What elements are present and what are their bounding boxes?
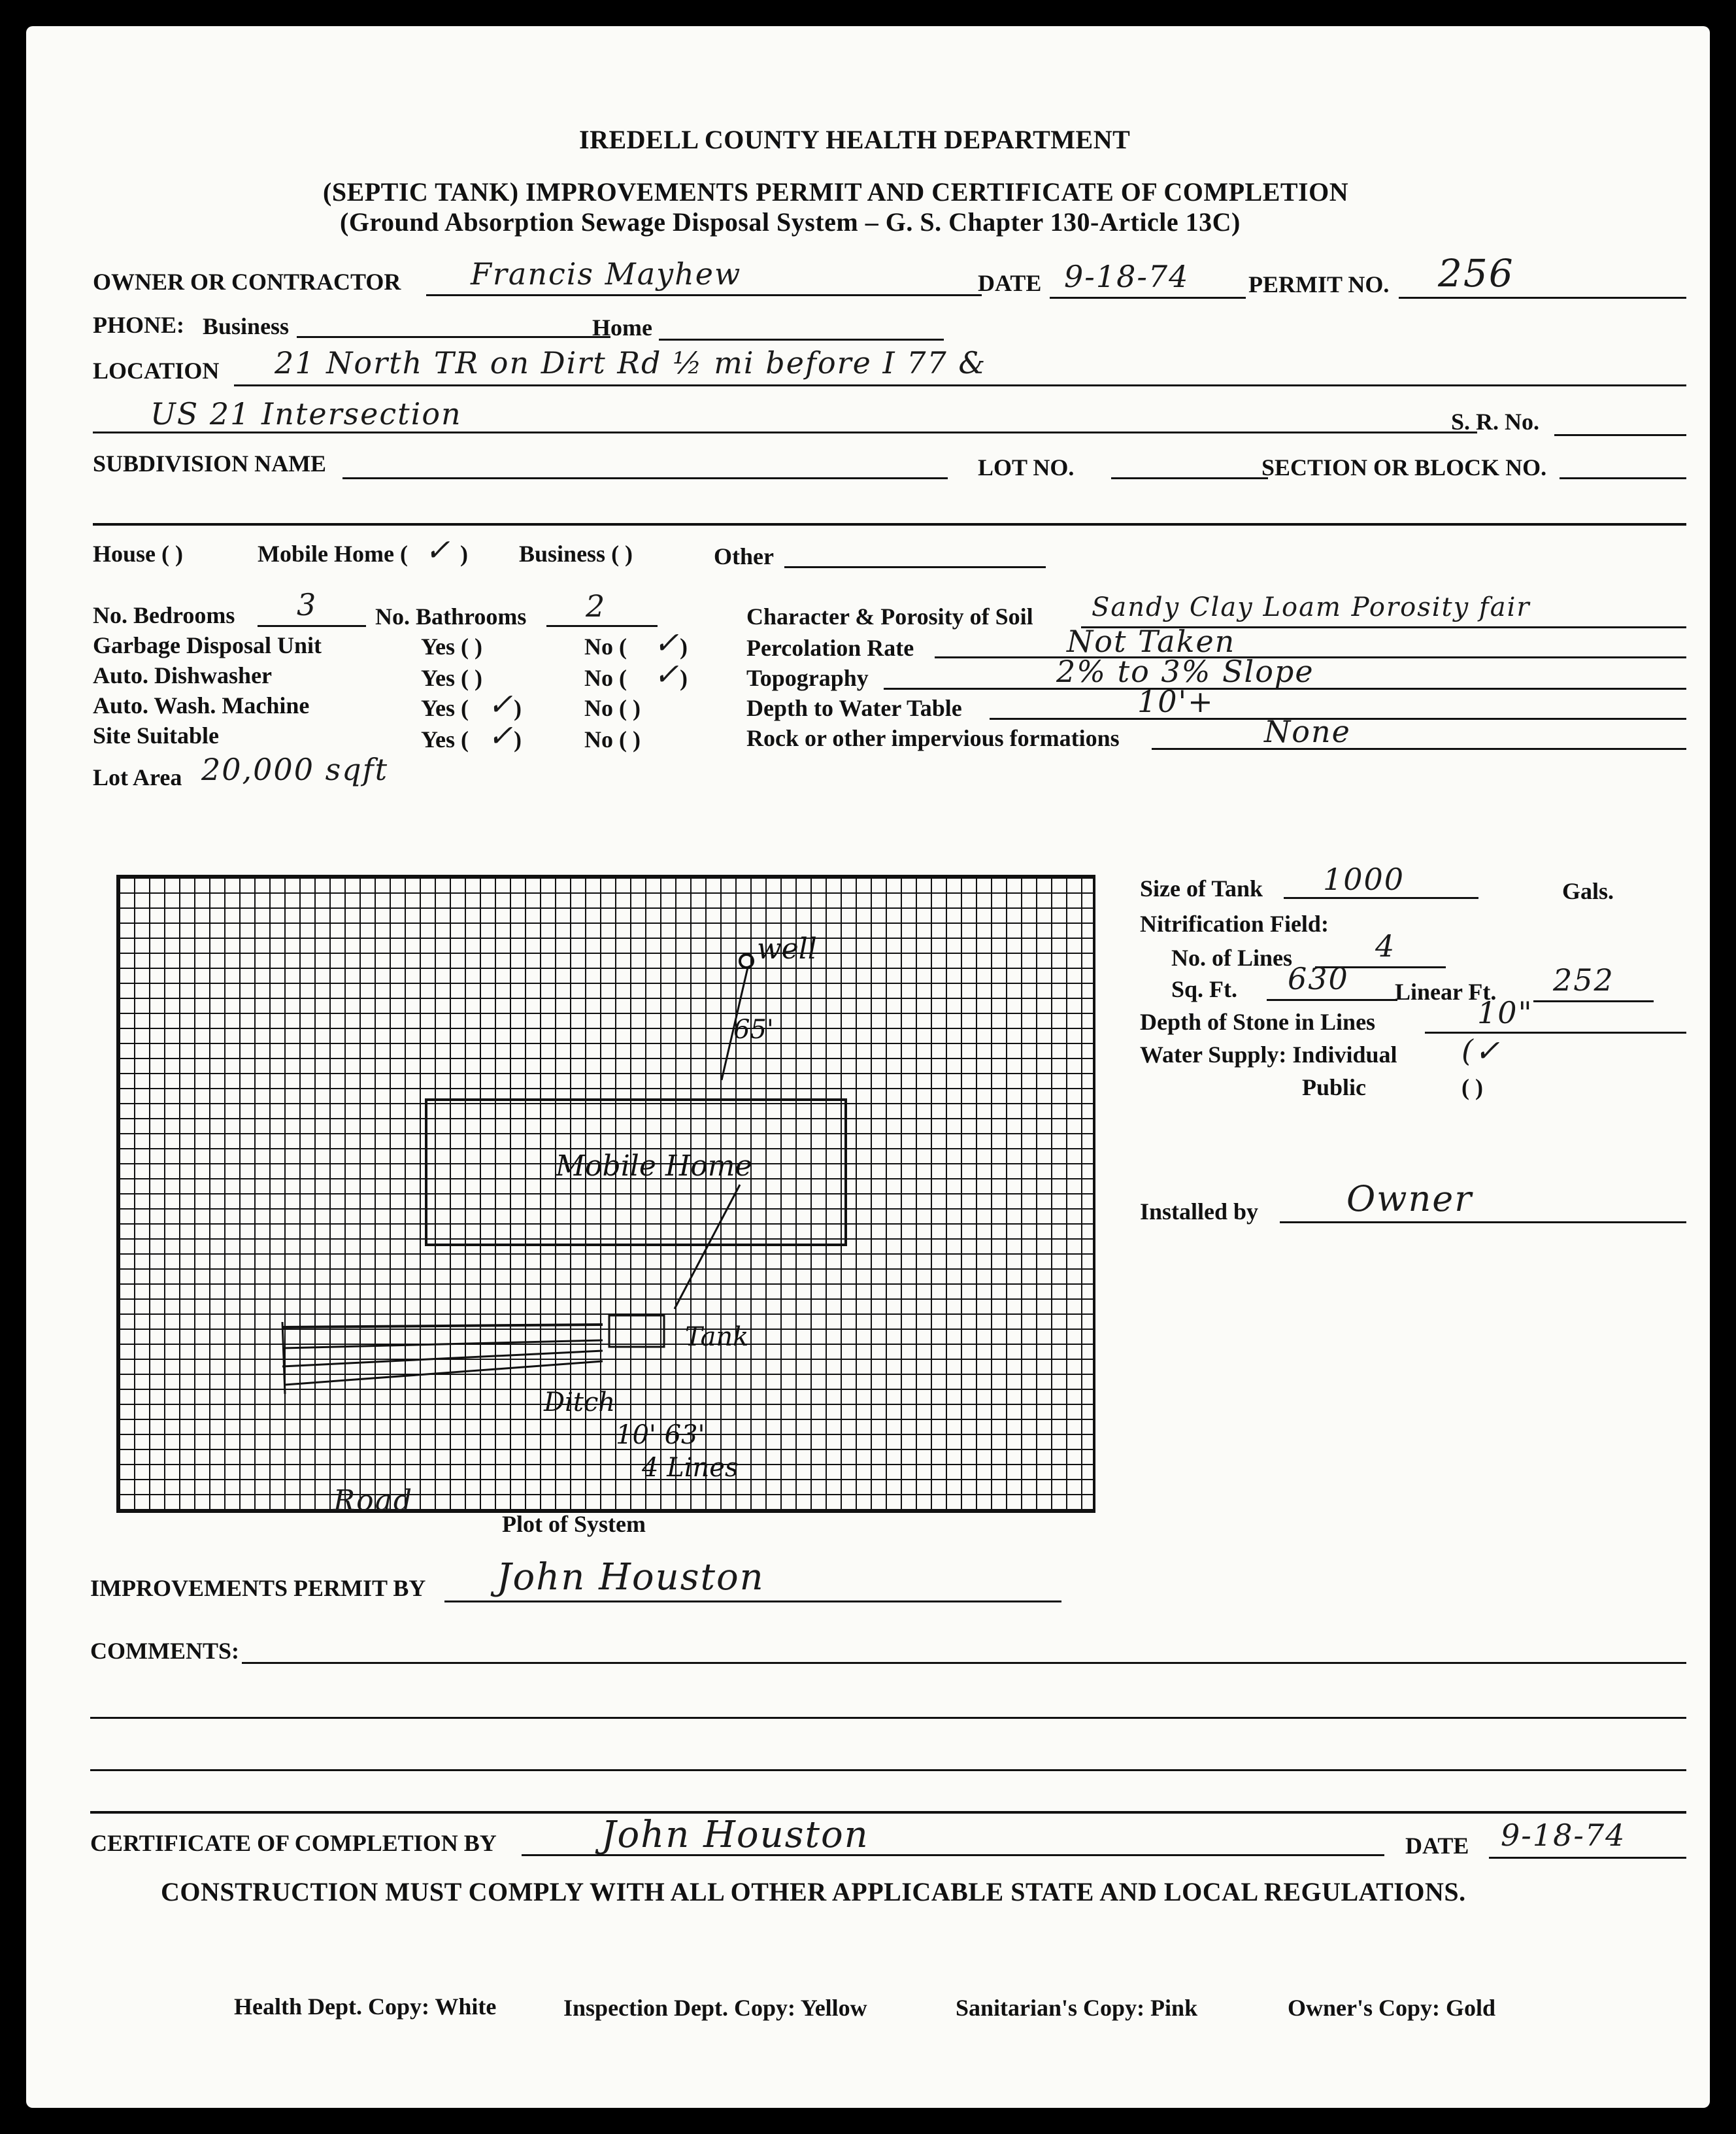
bedrooms-value: 3 — [297, 587, 318, 622]
certificate-signature: John Houston — [601, 1814, 869, 1856]
plot-note-lines-2: 4 Lines — [642, 1453, 739, 1483]
lot-label: LOT NO. — [978, 454, 1075, 481]
plot-note-lines-1: 10' 63' — [616, 1420, 705, 1450]
garbage-yes: Yes ( ) — [421, 634, 482, 660]
plot-caption: Plot of System — [502, 1511, 646, 1537]
lot-area-value: 20,000 sqft — [201, 752, 389, 787]
form-title: (SEPTIC TANK) IMPROVEMENTS PERMIT AND CERTIFICATE OF COMPLETION — [323, 177, 1349, 207]
phone-label: PHONE: — [93, 312, 184, 338]
subdivision-label: SUBDIVISION NAME — [93, 450, 327, 477]
date-value: 9-18-74 — [1064, 259, 1190, 294]
phone-business-label: Business — [203, 313, 290, 339]
permit-value: 256 — [1438, 251, 1514, 296]
comments-line-1 — [242, 1662, 1686, 1664]
site-suitable-no: No ( ) — [584, 726, 641, 753]
sqft-label: Sq. Ft. — [1171, 976, 1238, 1002]
linear-line — [1533, 1000, 1654, 1002]
bathrooms-label: No. Bathrooms — [375, 603, 527, 630]
tank-size-value: 1000 — [1323, 862, 1405, 897]
tank-gals-label: Gals. — [1562, 878, 1614, 904]
bathrooms-line — [546, 625, 658, 627]
owner-value: Francis Mayhew — [471, 256, 742, 292]
water-supply-label: Water Supply: Individual — [1140, 1042, 1397, 1068]
linear-value: 252 — [1553, 962, 1614, 998]
mobile-home-option: Mobile Home ( — [258, 541, 408, 567]
bathrooms-value: 2 — [586, 588, 607, 624]
location-value-1: 21 North TR on Dirt Rd ½ mi before I 77 & — [275, 345, 987, 381]
divider-rule-2 — [90, 1811, 1686, 1814]
comments-line-3 — [90, 1769, 1686, 1771]
rock-label: Rock or other impervious formations — [746, 725, 1120, 751]
dishwasher-no-check: ✓ — [654, 656, 680, 692]
water-table-label: Depth to Water Table — [746, 695, 962, 721]
garbage-no: No ( — [584, 634, 627, 660]
individual-check: (✓ — [1461, 1033, 1501, 1068]
stone-value: 10" — [1477, 995, 1533, 1030]
permit-by-signature: John Houston — [497, 1556, 765, 1599]
rock-value: None — [1264, 714, 1351, 749]
permit-label: PERMIT NO. — [1248, 271, 1390, 297]
garbage-no-close: ) — [680, 634, 688, 660]
bedrooms-label: No. Bedrooms — [93, 602, 235, 628]
nitrification-left-edge — [282, 1322, 285, 1394]
location-line-1 — [234, 384, 1686, 386]
public-label: Public — [1302, 1074, 1367, 1100]
tank-size-label: Size of Tank — [1140, 875, 1263, 902]
site-suitable-yes-check: ✓ — [488, 718, 514, 753]
tank-size-line — [1284, 897, 1478, 899]
lot-area-label: Lot Area — [93, 764, 182, 790]
wash-machine-yes: Yes ( — [421, 695, 469, 721]
plot-note-road: Road — [333, 1484, 414, 1517]
copy-sanitarian: Sanitarian's Copy: Pink — [956, 1995, 1198, 2021]
dishwasher-label: Auto. Dishwasher — [93, 662, 273, 688]
nitrification-line-2 — [284, 1340, 603, 1348]
plot-note-home: Mobile Home — [556, 1149, 752, 1183]
copy-owner: Owner's Copy: Gold — [1288, 1995, 1496, 2021]
location-value-2: US 21 Intersection — [150, 396, 462, 432]
bedrooms-line — [258, 625, 366, 627]
divider-rule-1 — [93, 523, 1686, 526]
plot-grid — [116, 875, 1095, 1513]
permit-by-label: IMPROVEMENTS PERMIT BY — [90, 1575, 426, 1601]
dishwasher-yes: Yes ( ) — [421, 665, 482, 691]
compliance-notice: CONSTRUCTION MUST COMPLY WITH ALL OTHER APPLICABLE STATE AND LOCAL REGULATIONS. — [161, 1877, 1466, 1906]
sr-label: S. R. No. — [1451, 409, 1540, 435]
wash-machine-label: Auto. Wash. Machine — [93, 692, 310, 719]
lot-line — [1111, 477, 1268, 479]
location-line-2 — [93, 432, 1477, 433]
soil-label: Character & Porosity of Soil — [746, 603, 1033, 630]
owner-label: OWNER OR CONTRACTOR — [93, 269, 401, 295]
nitrification-line-1 — [282, 1325, 603, 1327]
copy-health-dept: Health Dept. Copy: White — [234, 1993, 497, 2020]
sqft-value: 630 — [1288, 961, 1349, 996]
rock-line — [1152, 748, 1686, 750]
subdivision-line — [342, 477, 948, 479]
phone-home-line — [659, 339, 944, 341]
wash-machine-no: No ( ) — [584, 695, 641, 721]
copy-inspection-dept: Inspection Dept. Copy: Yellow — [563, 1995, 867, 2021]
certificate-date-value: 9-18-74 — [1501, 1818, 1626, 1853]
installed-line — [1280, 1221, 1686, 1223]
date-line — [1050, 297, 1246, 299]
garbage-no-check: ✓ — [654, 625, 680, 660]
percolation-value: Not Taken — [1067, 624, 1236, 659]
lines-label: No. of Lines — [1171, 945, 1293, 971]
wash-machine-yes-check: ✓ — [488, 686, 514, 722]
wash-machine-yes-close: ) — [514, 695, 522, 721]
topography-label: Topography — [746, 665, 869, 691]
business-option: Business ( ) — [519, 541, 633, 567]
other-line — [784, 566, 1046, 568]
site-suitable-yes-close: ) — [514, 726, 522, 753]
site-suitable-yes: Yes ( — [421, 726, 469, 753]
phone-home-label: Home — [592, 314, 652, 341]
permit-line — [1399, 297, 1686, 299]
section-line — [1560, 477, 1686, 479]
water-table-value: 10'+ — [1137, 684, 1214, 719]
plot-note-ditch: Ditch — [544, 1387, 616, 1417]
mobile-home-close: ) — [460, 541, 468, 567]
form-subtitle: (Ground Absorption Sewage Disposal System – G. S. Chapter 130-Article 13C) — [340, 207, 1241, 237]
plot-note-distance: 65' — [733, 1015, 774, 1045]
lines-value: 4 — [1375, 928, 1396, 964]
mobile-home-check: ✓ — [425, 532, 452, 567]
sr-line — [1554, 434, 1686, 436]
owner-line — [426, 294, 982, 296]
sqft-line — [1267, 999, 1397, 1001]
department-title: IREDELL COUNTY HEALTH DEPARTMENT — [579, 125, 1131, 154]
dishwasher-no-close: ) — [680, 665, 688, 691]
certificate-date-line — [1489, 1857, 1686, 1859]
date-label: DATE — [978, 270, 1042, 296]
well-marker — [740, 955, 753, 968]
location-label: LOCATION — [93, 358, 220, 384]
permit-by-line — [444, 1600, 1061, 1602]
installed-label: Installed by — [1140, 1198, 1259, 1225]
topography-value: 2% to 3% Slope — [1056, 654, 1314, 689]
other-label: Other — [714, 543, 774, 569]
permit-form — [26, 26, 1710, 2108]
tank-line — [675, 1185, 740, 1309]
public-mark: ( ) — [1461, 1074, 1483, 1100]
plot-note-well: well — [757, 932, 817, 966]
certificate-label: CERTIFICATE OF COMPLETION BY — [90, 1830, 497, 1856]
plot-note-tank: Tank — [685, 1322, 749, 1352]
dishwasher-no: No ( — [584, 665, 627, 691]
certificate-date-label: DATE — [1405, 1833, 1469, 1859]
percolation-label: Percolation Rate — [746, 635, 914, 661]
linear-label: Linear Ft. — [1395, 979, 1497, 1005]
soil-value: Sandy Clay Loam Porosity fair — [1092, 592, 1531, 622]
comments-line-2 — [90, 1717, 1686, 1719]
garbage-label: Garbage Disposal Unit — [93, 632, 322, 658]
house-option: House ( ) — [93, 541, 183, 567]
field-label: Nitrification Field: — [1140, 911, 1329, 937]
installed-value: Owner — [1346, 1178, 1473, 1219]
stone-label: Depth of Stone in Lines — [1140, 1009, 1376, 1035]
site-suitable-label: Site Suitable — [93, 722, 220, 749]
comments-label: COMMENTS: — [90, 1638, 239, 1664]
phone-business-line — [297, 336, 610, 338]
tank-box — [609, 1315, 664, 1347]
section-label: SECTION OR BLOCK NO. — [1261, 454, 1547, 481]
